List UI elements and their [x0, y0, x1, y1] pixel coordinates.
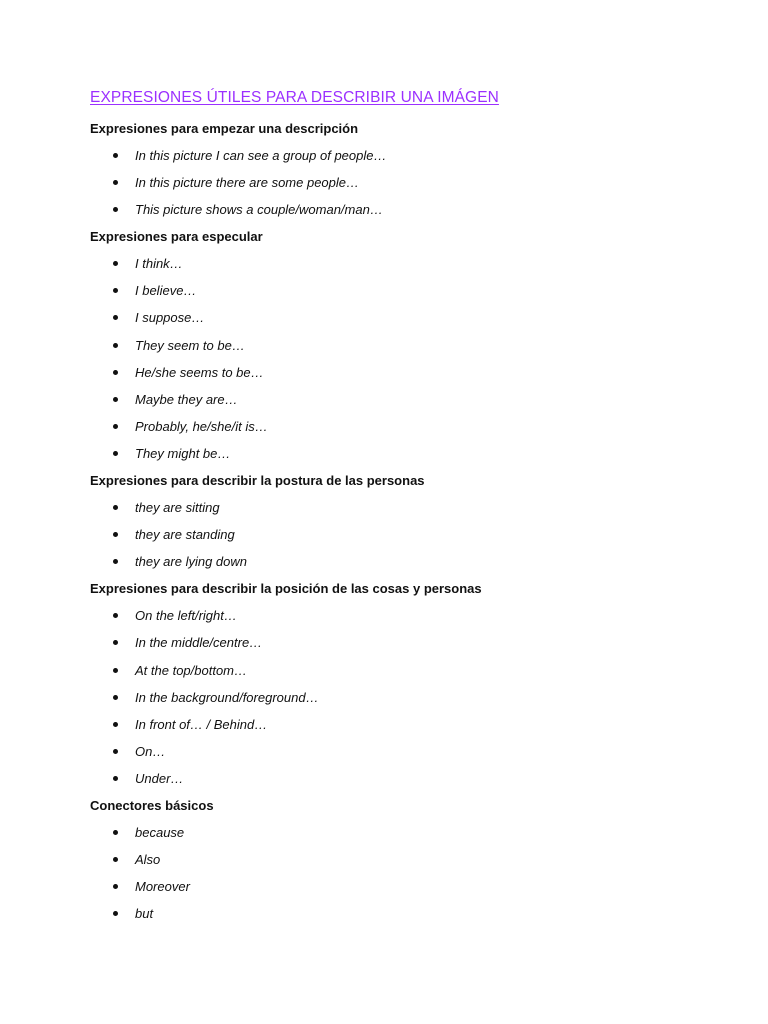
bullet-icon [113, 397, 118, 402]
bullet-icon [113, 830, 118, 835]
list-item [90, 145, 730, 172]
list-item [90, 660, 730, 687]
list-item-text: I suppose… [135, 310, 205, 326]
list-item [90, 416, 730, 443]
document-title: EXPRESIONES ÚTILES PARA DESCRIBIR UNA IMÁGEN [90, 89, 499, 106]
section-heading: Expresiones para describir la postura de las personas [90, 473, 425, 489]
list-item-text: At the top/bottom… [135, 662, 248, 678]
bullet-icon [113, 911, 118, 916]
bullet-icon [113, 776, 118, 781]
list-item [90, 741, 730, 768]
bullet-icon [113, 315, 118, 320]
bullet-icon [113, 451, 118, 456]
section-position [90, 578, 730, 795]
section-heading: Conectores básicos [90, 797, 214, 813]
list-item [90, 903, 730, 930]
list-item [90, 551, 730, 578]
bullet-list [90, 145, 730, 226]
list-item-text: In the background/foreground… [135, 689, 319, 705]
list-item-text: On… [135, 743, 166, 759]
bullet-icon [113, 505, 118, 510]
list-item [90, 524, 730, 551]
list-item-text: Under… [135, 770, 184, 786]
list-item [90, 443, 730, 470]
bullet-icon [113, 640, 118, 645]
list-item-text: This picture shows a couple/woman/man… [135, 202, 383, 218]
list-item [90, 822, 730, 849]
list-item-text: I believe… [135, 283, 197, 299]
section-heading: Expresiones para describir la posición de las cosas y personas [90, 581, 482, 597]
list-item [90, 172, 730, 199]
list-item-text: In front of… / Behind… [135, 716, 268, 732]
list-item-text: They seem to be… [135, 337, 245, 353]
list-item-text: but [135, 906, 154, 922]
bullet-icon [113, 532, 118, 537]
section-speculate [90, 226, 730, 470]
section-heading: Expresiones para empezar una descripción [90, 121, 359, 136]
list-item-text: they are lying down [135, 554, 248, 570]
bullet-icon [113, 695, 118, 700]
list-item [90, 389, 730, 416]
list-item [90, 253, 730, 280]
bullet-icon [113, 180, 118, 185]
list-item-text: In this picture there are some people… [135, 175, 360, 191]
bullet-icon [113, 749, 118, 754]
list-item-text: Moreover [135, 879, 190, 895]
list-item [90, 307, 730, 334]
bullet-icon [113, 668, 118, 673]
bullet-icon [113, 343, 118, 348]
list-item [90, 605, 730, 632]
list-item-text: because [135, 824, 185, 840]
list-item [90, 362, 730, 389]
bullet-icon [113, 370, 118, 375]
list-item-text: He/she seems to be… [135, 364, 264, 380]
list-item-text: In the middle/centre… [135, 635, 263, 651]
bullet-icon [113, 559, 118, 564]
bullet-list [90, 605, 730, 795]
bullet-list [90, 822, 730, 930]
section-posture [90, 470, 730, 578]
bullet-list [90, 253, 730, 470]
list-item-text: they are standing [135, 527, 235, 543]
bullet-icon [113, 613, 118, 618]
list-item [90, 876, 730, 903]
list-item [90, 199, 730, 226]
list-item [90, 632, 730, 659]
bullet-icon [113, 424, 118, 429]
list-item-text: In this picture I can see a group of people… [135, 148, 387, 163]
bullet-icon [113, 153, 118, 158]
bullet-icon [113, 261, 118, 266]
list-item-text: they are sitting [135, 500, 220, 516]
list-item-text: On the left/right… [135, 608, 237, 624]
list-item-text: Probably, he/she/it is… [135, 418, 268, 434]
bullet-list [90, 497, 730, 578]
document-body [90, 118, 730, 930]
list-item [90, 768, 730, 795]
section-connectors [90, 795, 730, 930]
section-start-description [90, 118, 730, 226]
bullet-icon [113, 288, 118, 293]
bullet-icon [113, 884, 118, 889]
list-item-text: They might be… [135, 445, 231, 461]
bullet-icon [113, 857, 118, 862]
list-item [90, 335, 730, 362]
section-heading: Expresiones para especular [90, 229, 263, 245]
list-item-text: Maybe they are… [135, 391, 238, 407]
list-item [90, 687, 730, 714]
list-item-text: Also [135, 852, 161, 868]
list-item [90, 280, 730, 307]
bullet-icon [113, 722, 118, 727]
list-item [90, 849, 730, 876]
bullet-icon [113, 207, 118, 212]
list-item [90, 497, 730, 524]
list-item [90, 714, 730, 741]
list-item-text: I think… [135, 256, 183, 272]
